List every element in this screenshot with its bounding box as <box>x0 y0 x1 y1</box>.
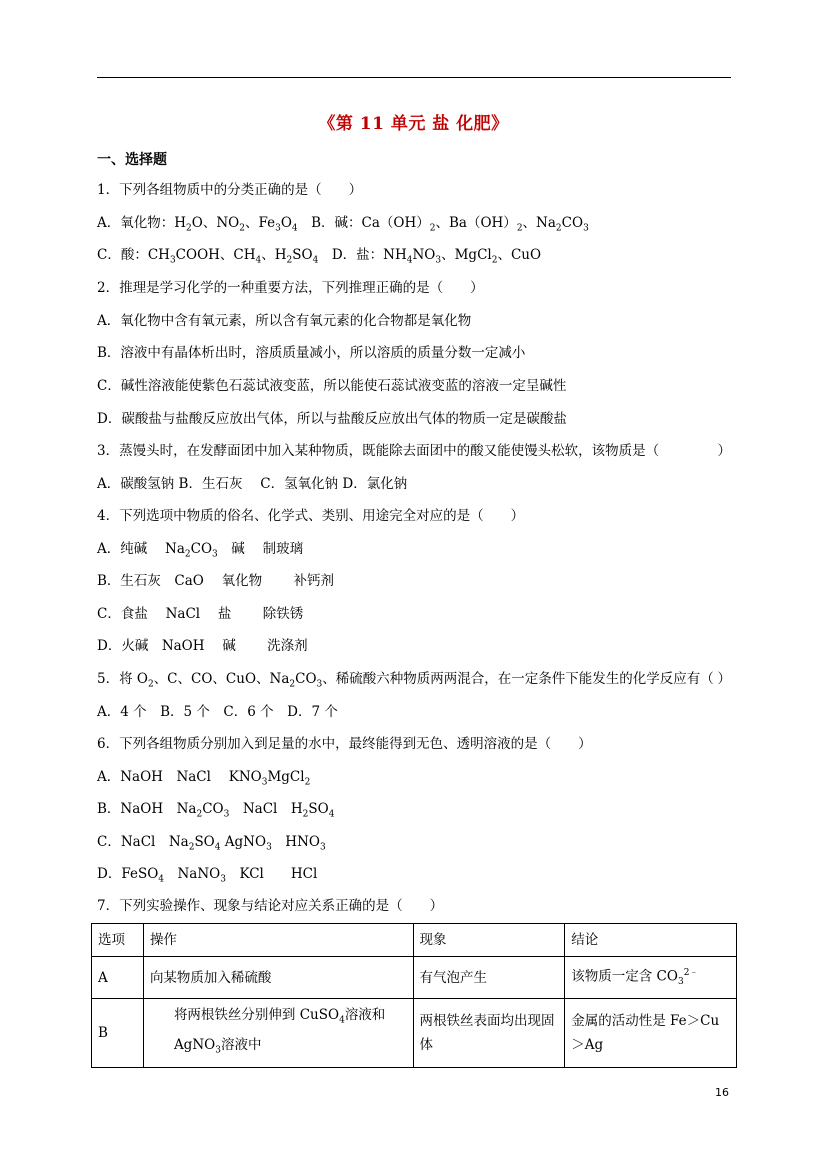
table-cell-option: B <box>92 999 144 1067</box>
question-1-options-cd: C．酸：$CH_3COOH$、$CH_4$、$H_2SO_4$ D．盐：$NH_4NO_3$、MgCl$_2$、CuO <box>97 247 542 266</box>
table-cell-phenomenon: 两根铁丝表面均出现固体 <box>413 999 565 1067</box>
question-5-bracket: ） <box>717 671 731 687</box>
question-3-stem: 3．蒸馒头时，在发酵面团中加入某种物质，既能除去面团中的酸又能使馒头松软，该物质是（ <box>97 443 660 459</box>
question-4-option-b: B．生石灰 CaO 氧化物 补钙剂 <box>97 573 334 589</box>
question-6-option-a: A．NaOH NaCl $KNO_3MgCl_2$ <box>97 769 311 788</box>
question-7-stem: 7．下列实验操作、现象与结论对应关系正确的是（ ） <box>97 898 444 914</box>
table-header-row <box>92 924 737 957</box>
question-6-option-c: C．NaCl $Na_2SO_4$ AgNO$_3$ $HNO_3$ <box>97 834 326 853</box>
question-2-stem: 2．推理是学习化学的一种重要方法，下列推理正确的是（ ） <box>97 280 484 296</box>
page-title: 《第 11 单元 盐 化肥》 <box>318 114 509 134</box>
table-row <box>92 999 737 1067</box>
table-cell-operation: 将两根铁丝分别伸到 CuSO$_4$溶液和 AgNO$_3$溶液中 <box>143 999 413 1067</box>
question-2-option-c: C．碱性溶液能使紫色石蕊试液变蓝，所以能使石蕊试液变蓝的溶液一定呈碱性 <box>97 378 567 394</box>
question-3-options: A．碳酸氢钠 B．生石灰 C．氢氧化钠 D．氯化钠 <box>97 476 408 492</box>
question-4-stem: 4．下列选项中物质的俗名、化学式、类别、用途完全对应的是（ ） <box>97 508 525 524</box>
experiment-table <box>91 923 737 1068</box>
question-4-option-a: A．纯碱 $Na_2CO_3$ 碱 制玻璃 <box>97 541 304 560</box>
question-5-options: A．4 个 B．5 个 C．6 个 D．7 个 <box>97 704 338 720</box>
table-header-cell: 结论 <box>565 924 737 957</box>
question-2-option-d: D．碳酸盐与盐酸反应放出气体，所以与盐酸反应放出气体的物质一定是碳酸盐 <box>97 411 567 427</box>
question-1-stem: 1．下列各组物质中的分类正确的是（ ） <box>97 182 363 198</box>
question-6-stem: 6．下列各组物质分别加入到足量的水中，最终能得到无色、透明溶液的是（ ） <box>97 736 592 752</box>
question-3-bracket: ） <box>717 443 731 459</box>
page-number: 16 <box>715 1086 729 1099</box>
table-header-cell: 现象 <box>413 924 565 957</box>
header-rule <box>97 77 731 78</box>
table-header-cell: 选项 <box>92 924 144 957</box>
table-cell-option: A <box>92 957 144 999</box>
table-cell-conclusion: 金属的活动性是 Fe＞Cu＞Ag <box>565 999 737 1067</box>
table-cell-operation: 向某物质加入稀硫酸 <box>143 957 413 999</box>
section-heading: 一、选择题 <box>97 152 167 168</box>
table-cell-conclusion: 该物质一定含 $CO_3^{2﹣}$ <box>565 957 737 999</box>
table-row <box>92 957 737 999</box>
table-cell-phenomenon: 有气泡产生 <box>413 957 565 999</box>
question-1-options-ab: A．氧化物：$H_2O$、$NO_2$、$Fe_3O_4$ B．碱：$Ca(OH)_2$、$Ba(OH)_2$、$Na_2CO_3$ <box>97 215 589 234</box>
question-4-option-d: D．火碱 NaOH 碱 洗涤剂 <box>97 638 308 654</box>
question-2-option-b: B．溶液中有晶体析出时，溶质质量减小，所以溶质的质量分数一定减小 <box>97 345 526 361</box>
table-header-cell: 操作 <box>143 924 413 957</box>
question-6-option-d: D．FeSO$_4$ NaNO$_3$ KCl HCl <box>97 866 318 885</box>
question-4-option-c: C．食盐 NaCl 盐 除铁锈 <box>97 606 304 622</box>
question-6-option-b: B．NaOH $Na_2CO_3$ NaCl $H_2SO_4$ <box>97 801 335 820</box>
question-2-option-a: A．氧化物中含有氧元素，所以含有氧元素的化合物都是氧化物 <box>97 313 472 329</box>
question-5-stem: 5．将 $O_2$、C、CO、CuO、$Na_2CO_3$、稀硫酸六种物质两两混合，在一定条件下能发生的化学反应有（ <box>97 671 714 690</box>
